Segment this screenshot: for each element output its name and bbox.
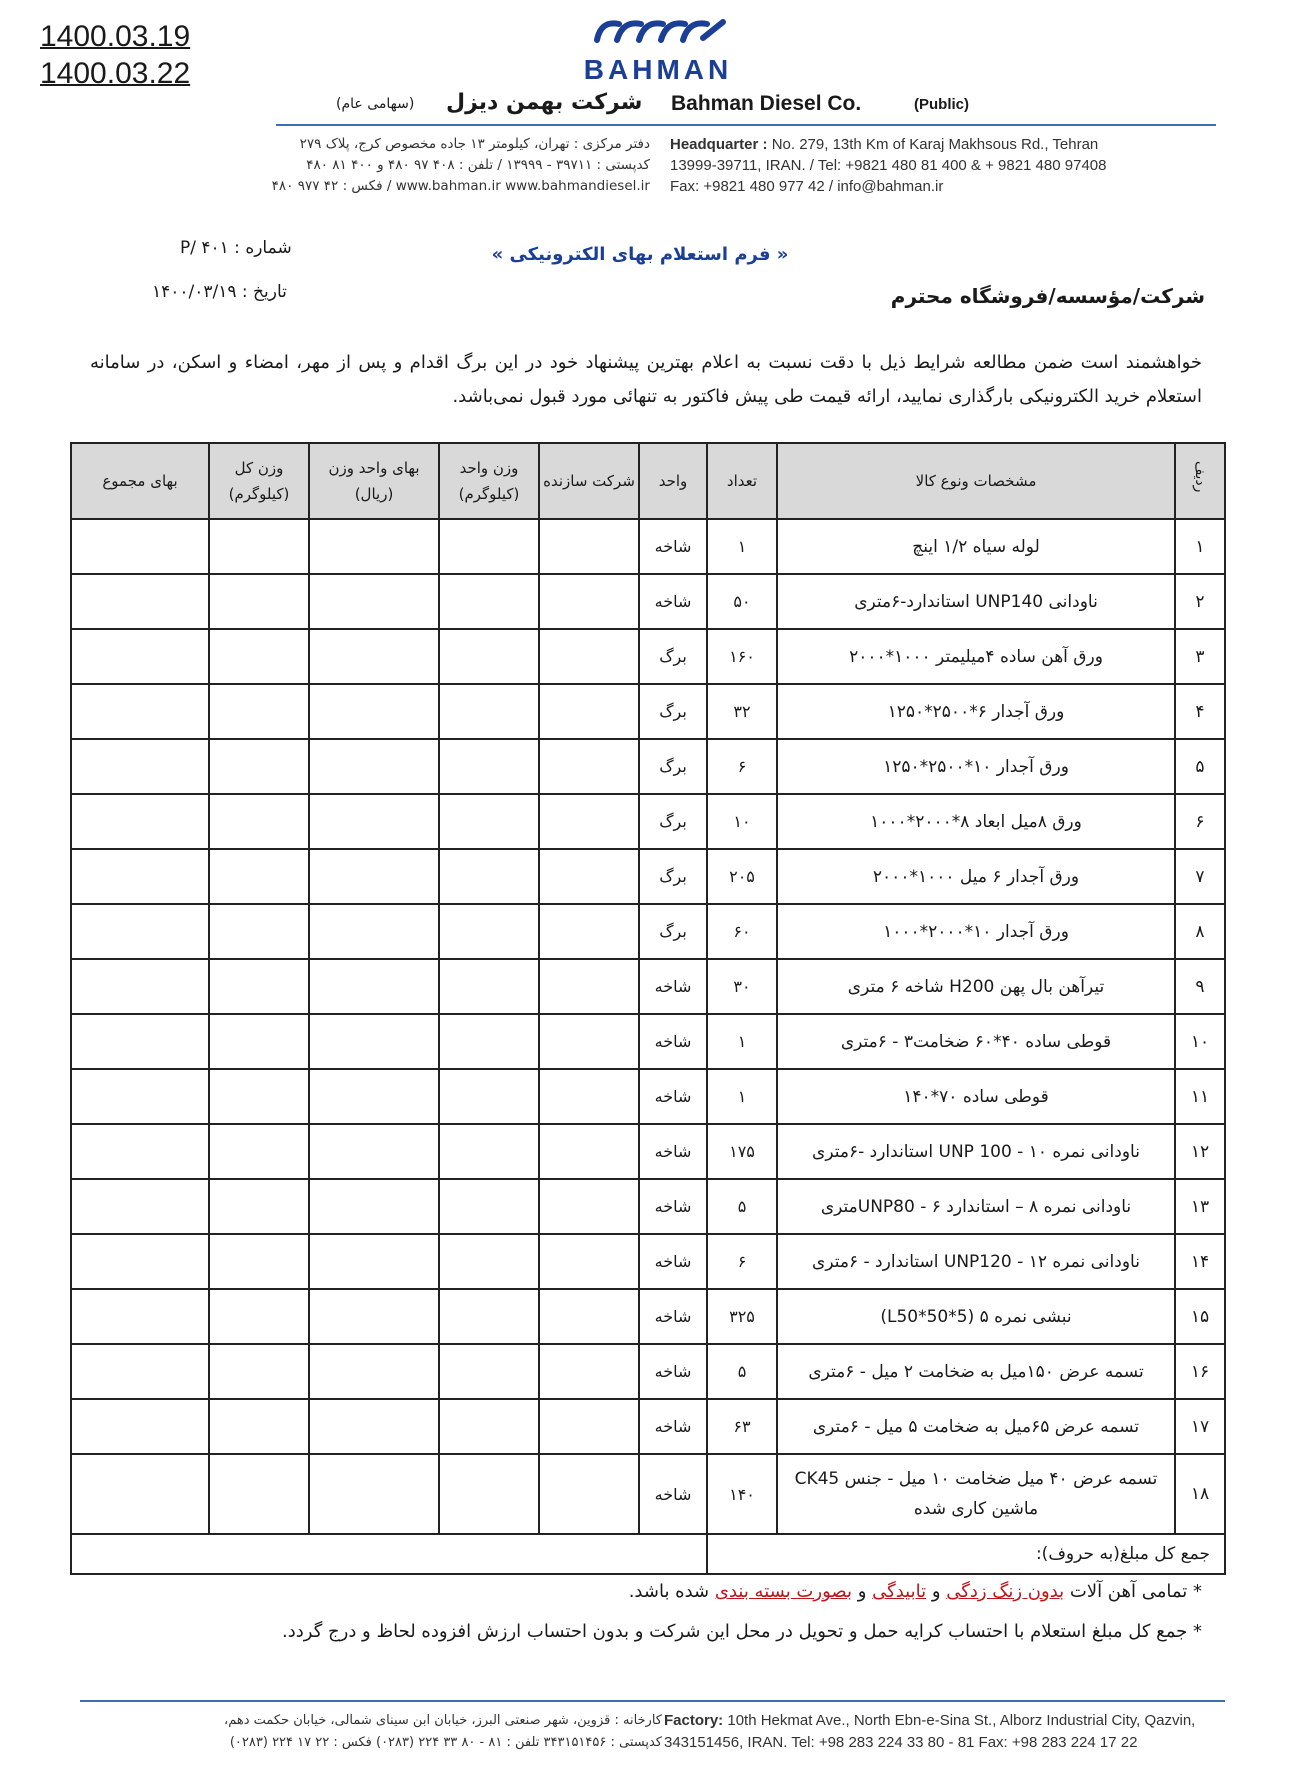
item-qty-cell: ۱۷۵ bbox=[707, 1124, 777, 1179]
item-unit-weight-field[interactable] bbox=[439, 519, 539, 574]
item-unit-weight-field[interactable] bbox=[439, 959, 539, 1014]
item-unit-weight-field[interactable] bbox=[439, 1069, 539, 1124]
item-description-cell: تسمه عرض ۶۵میل به ضخامت ۵ میل - ۶متری bbox=[777, 1399, 1175, 1454]
item-total-weight-field[interactable] bbox=[209, 574, 309, 629]
item-unit-price-field[interactable] bbox=[309, 1344, 439, 1399]
item-total-weight-field[interactable] bbox=[209, 1289, 309, 1344]
item-unit-weight-field[interactable] bbox=[439, 739, 539, 794]
item-unit-cell: برگ bbox=[639, 739, 707, 794]
item-total-weight-field[interactable] bbox=[209, 1069, 309, 1124]
item-unit-cell: شاخه bbox=[639, 574, 707, 629]
item-unit-cell: شاخه bbox=[639, 1069, 707, 1124]
item-total-price-field[interactable] bbox=[71, 959, 209, 1014]
item-unit-weight-field[interactable] bbox=[439, 794, 539, 849]
item-total-price-field[interactable] bbox=[71, 684, 209, 739]
item-unit-price-field[interactable] bbox=[309, 1069, 439, 1124]
address-fa-line: دفتر مرکزی : تهران، کیلومتر ۱۳ جاده مخصوص کرج، پلاک ۲۷۹ bbox=[299, 136, 650, 152]
item-maker-field[interactable] bbox=[539, 904, 639, 959]
address-en-line: Fax: +9821 480 977 42 / info@bahman.ir bbox=[670, 178, 944, 195]
header-row-no: ردیف bbox=[1175, 443, 1225, 519]
item-unit-cell: برگ bbox=[639, 684, 707, 739]
factory-fa-line: کارخانه : قزوین، شهر صنعتی البرز، خیابان ابن سینای شمالی، خیابان حکمت دهم، bbox=[224, 1713, 662, 1728]
item-qty-cell: ۶ bbox=[707, 1234, 777, 1289]
note-1-text: و bbox=[926, 1581, 947, 1602]
item-maker-field[interactable] bbox=[539, 1179, 639, 1234]
header-unit-price: بهای واحد وزن (ریال) bbox=[309, 443, 439, 519]
row-number-cell: ۷ bbox=[1175, 849, 1225, 904]
item-qty-cell: ۳۲ bbox=[707, 684, 777, 739]
note-1-highlight: تابیدگی bbox=[872, 1581, 927, 1602]
row-number-cell: ۴ bbox=[1175, 684, 1225, 739]
table-row bbox=[71, 1124, 1225, 1179]
item-unit-cell: برگ bbox=[639, 904, 707, 959]
address-fa-line: www.bahman.ir www.bahmandiesel.ir / فکس : ۴۲ ۹۷۷ ۴۸۰ bbox=[271, 178, 650, 194]
item-total-weight-field[interactable] bbox=[209, 904, 309, 959]
item-description-cell: ورق ۸میل ابعاد ۸*۲۰۰۰*۱۰۰۰ bbox=[777, 794, 1175, 849]
item-unit-cell: شاخه bbox=[639, 1124, 707, 1179]
table-row bbox=[71, 1399, 1225, 1454]
table-row bbox=[71, 794, 1225, 849]
address-en-text: No. 279, 13th Km of Karaj Makhsous Rd., Tehran bbox=[771, 136, 1099, 153]
item-unit-weight-field[interactable] bbox=[439, 574, 539, 629]
item-qty-cell: ۱۶۰ bbox=[707, 629, 777, 684]
headquarter-address-fa bbox=[130, 134, 650, 197]
item-maker-field[interactable] bbox=[539, 1069, 639, 1124]
factory-fa-line: کدپستی : ۳۴۳۱۵۱۴۵۶ تلفن : ۸۱ - ۸۰ ۳۳ ۲۲۴ (۰۲۸۳) فکس : ۲۲ ۱۷ ۲۲۴ (۰۲۸۳) bbox=[229, 1735, 662, 1750]
factory-en-text: 10th Hekmat Ave., North Ebn-e-Sina St., Alborz Industrial City, Qazvin, bbox=[727, 1712, 1196, 1729]
address-fa-line: کدپستی : ۳۹۷۱۱ - ۱۳۹۹۹ / تلفن : ۴۰۸ ۹۷ ۴۸۰ و ۴۰۰ ۸۱ ۴۸۰ bbox=[306, 157, 650, 173]
item-qty-cell: ۶۳ bbox=[707, 1399, 777, 1454]
item-unit-cell: شاخه bbox=[639, 1399, 707, 1454]
item-total-price-field[interactable] bbox=[71, 1014, 209, 1069]
item-qty-cell: ۳۰ bbox=[707, 959, 777, 1014]
item-total-weight-field[interactable] bbox=[209, 629, 309, 684]
item-total-price-field[interactable] bbox=[71, 739, 209, 794]
item-qty-cell: ۱۰ bbox=[707, 794, 777, 849]
item-maker-field[interactable] bbox=[539, 1234, 639, 1289]
item-unit-price-field[interactable] bbox=[309, 849, 439, 904]
item-qty-cell: ۵ bbox=[707, 1344, 777, 1399]
item-unit-price-field[interactable] bbox=[309, 1179, 439, 1234]
table-row bbox=[71, 519, 1225, 574]
table-row bbox=[71, 684, 1225, 739]
factory-en-line: 343151456, IRAN. Tel: +98 283 224 33 80 - 81 Fax: +98 283 224 17 22 bbox=[664, 1734, 1138, 1751]
item-unit-cell: شاخه bbox=[639, 1344, 707, 1399]
row-number-cell: ۱۶ bbox=[1175, 1344, 1225, 1399]
item-unit-cell: شاخه bbox=[639, 1234, 707, 1289]
item-qty-cell: ۵ bbox=[707, 1179, 777, 1234]
header-unit-weight: وزن واحد (کیلوگرم) bbox=[439, 443, 539, 519]
table-row bbox=[71, 574, 1225, 629]
items-table bbox=[70, 442, 1226, 1575]
item-unit-cell: شاخه bbox=[639, 1014, 707, 1069]
item-description-cell: تیرآهن بال پهن H200 شاخه ۶ متری bbox=[777, 959, 1175, 1014]
item-qty-cell: ۱ bbox=[707, 1069, 777, 1124]
item-total-price-field[interactable] bbox=[71, 1124, 209, 1179]
item-total-weight-field[interactable] bbox=[209, 1454, 309, 1534]
item-maker-field[interactable] bbox=[539, 849, 639, 904]
item-unit-cell: شاخه bbox=[639, 1289, 707, 1344]
item-total-price-field[interactable] bbox=[71, 1069, 209, 1124]
item-maker-field[interactable] bbox=[539, 574, 639, 629]
item-description-cell: ورق آجدار ۱۰*۲۰۰۰*۱۰۰۰ bbox=[777, 904, 1175, 959]
item-unit-weight-field[interactable] bbox=[439, 629, 539, 684]
item-total-weight-field[interactable] bbox=[209, 684, 309, 739]
table-row bbox=[71, 629, 1225, 684]
item-total-price-field[interactable] bbox=[71, 1399, 209, 1454]
row-number-cell: ۱۳ bbox=[1175, 1179, 1225, 1234]
item-description-cell: تسمه عرض ۴۰ میل ضخامت ۱۰ میل - جنس CK45 ماشین کاری شده bbox=[777, 1454, 1175, 1534]
item-unit-price-field[interactable] bbox=[309, 684, 439, 739]
table-row bbox=[71, 959, 1225, 1014]
item-unit-weight-field[interactable] bbox=[439, 1454, 539, 1534]
row-number-cell: ۶ bbox=[1175, 794, 1225, 849]
item-total-price-field[interactable] bbox=[71, 1289, 209, 1344]
item-description-cell: لوله سیاه ۱/۲ اینچ bbox=[777, 519, 1175, 574]
tender-date-2: 1400.03.22 bbox=[40, 57, 191, 90]
table-row bbox=[71, 1289, 1225, 1344]
factory-address-en bbox=[664, 1710, 1234, 1754]
item-total-price-field[interactable] bbox=[71, 629, 209, 684]
item-total-price-field[interactable] bbox=[71, 574, 209, 629]
row-number-cell: ۱۷ bbox=[1175, 1399, 1225, 1454]
item-qty-cell: ۳۲۵ bbox=[707, 1289, 777, 1344]
item-unit-price-field[interactable] bbox=[309, 519, 439, 574]
item-maker-field[interactable] bbox=[539, 629, 639, 684]
item-description-cell: قوطی ساده ۷۰*۱۴۰ bbox=[777, 1069, 1175, 1124]
note-1-highlight: بصورت بسته بندی bbox=[714, 1581, 852, 1602]
header-unit: واحد bbox=[639, 443, 707, 519]
item-description-cell: تسمه عرض ۱۵۰میل به ضخامت ۲ میل - ۶متری bbox=[777, 1344, 1175, 1399]
item-unit-weight-field[interactable] bbox=[439, 1124, 539, 1179]
item-total-price-field[interactable] bbox=[71, 849, 209, 904]
notes bbox=[150, 1572, 1202, 1652]
item-total-price-field[interactable] bbox=[71, 904, 209, 959]
row-number-cell: ۱۱ bbox=[1175, 1069, 1225, 1124]
table-row bbox=[71, 1179, 1225, 1234]
row-number-cell: ۱۵ bbox=[1175, 1289, 1225, 1344]
item-unit-cell: برگ bbox=[639, 849, 707, 904]
item-maker-field[interactable] bbox=[539, 519, 639, 574]
row-number-cell: ۱۸ bbox=[1175, 1454, 1225, 1534]
item-total-weight-field[interactable] bbox=[209, 739, 309, 794]
item-description-cell: قوطی ساده ۴۰*۶۰ ضخامت۳ - ۶متری bbox=[777, 1014, 1175, 1069]
note-1-highlight: بدون زنگ زدگی bbox=[946, 1581, 1065, 1602]
item-maker-field[interactable] bbox=[539, 794, 639, 849]
item-unit-cell: شاخه bbox=[639, 1454, 707, 1534]
item-unit-cell: شاخه bbox=[639, 959, 707, 1014]
item-unit-price-field[interactable] bbox=[309, 1124, 439, 1179]
item-description-cell: ورق آجدار ۱۰*۲۵۰۰*۱۲۵۰ bbox=[777, 739, 1175, 794]
item-unit-price-field[interactable] bbox=[309, 1234, 439, 1289]
item-unit-weight-field[interactable] bbox=[439, 904, 539, 959]
item-maker-field[interactable] bbox=[539, 1399, 639, 1454]
note-1-text: * تمامی آهن آلات bbox=[1064, 1581, 1202, 1602]
table-row bbox=[71, 1014, 1225, 1069]
item-total-weight-field[interactable] bbox=[209, 1234, 309, 1289]
item-unit-weight-field[interactable] bbox=[439, 1289, 539, 1344]
item-total-price-field[interactable] bbox=[71, 1454, 209, 1534]
tender-date-1: 1400.03.19 bbox=[40, 20, 191, 53]
item-total-price-field[interactable] bbox=[71, 519, 209, 574]
intro-paragraph: خواهشمند است ضمن مطالعه شرایط ذیل با دقت نسبت به اعلام بهترین پیشنهاد خود در این برگ اقدام و پس از مهر، امضاء و اسکن، در سامانه استعلام خرید الکترونیکی بارگذاری نمایید، ارائه قیمت طی پیش فاکتور به تنهائی مورد قبول نمی‌باشد. bbox=[90, 352, 1202, 407]
item-unit-cell: شاخه bbox=[639, 1179, 707, 1234]
item-unit-price-field[interactable] bbox=[309, 629, 439, 684]
item-total-weight-field[interactable] bbox=[209, 1179, 309, 1234]
company-logo bbox=[548, 12, 768, 86]
footer-divider bbox=[80, 1700, 1225, 1702]
factory-en-label: Factory: bbox=[664, 1712, 724, 1729]
note-1-text: و bbox=[852, 1581, 873, 1602]
document-number: شماره : P/ ۴۰۱ bbox=[180, 238, 292, 258]
table-row bbox=[71, 1454, 1225, 1534]
item-total-weight-field[interactable] bbox=[209, 1344, 309, 1399]
table-header-row bbox=[71, 443, 1225, 519]
item-qty-cell: ۱ bbox=[707, 519, 777, 574]
item-total-weight-field[interactable] bbox=[209, 849, 309, 904]
item-unit-price-field[interactable] bbox=[309, 1399, 439, 1454]
row-number-cell: ۳ bbox=[1175, 629, 1225, 684]
address-en-line: 13999-39711, IRAN. / Tel: +9821 480 81 400 & + 9821 480 97408 bbox=[670, 157, 1107, 174]
table-row bbox=[71, 904, 1225, 959]
form-title: « فرم استعلام بهای الکترونیکی » bbox=[491, 244, 789, 265]
total-amount-label: جمع کل مبلغ(به حروف): bbox=[707, 1534, 1225, 1574]
header-desc: مشخصات ونوع کالا bbox=[777, 443, 1175, 519]
item-unit-weight-field[interactable] bbox=[439, 1014, 539, 1069]
item-unit-price-field[interactable] bbox=[309, 739, 439, 794]
item-unit-weight-field[interactable] bbox=[439, 1344, 539, 1399]
item-unit-weight-field[interactable] bbox=[439, 1399, 539, 1454]
logo-wordmark: BAHMAN bbox=[583, 54, 733, 85]
item-qty-cell: ۶ bbox=[707, 739, 777, 794]
item-qty-cell: ۵۰ bbox=[707, 574, 777, 629]
item-qty-cell: ۱ bbox=[707, 1014, 777, 1069]
item-total-weight-field[interactable] bbox=[209, 794, 309, 849]
item-description-cell: ورق آجدار ۶*۲۵۰۰*۱۲۵۰ bbox=[777, 684, 1175, 739]
headquarter-address-en bbox=[670, 134, 1230, 197]
item-total-price-field[interactable] bbox=[71, 1344, 209, 1399]
item-description-cell: ناودانی UNP140 استاندارد-۶متری bbox=[777, 574, 1175, 629]
item-unit-weight-field[interactable] bbox=[439, 1234, 539, 1289]
header-total-weight: وزن کل (کیلوگرم) bbox=[209, 443, 309, 519]
row-number-cell: ۱۰ bbox=[1175, 1014, 1225, 1069]
item-unit-price-field[interactable] bbox=[309, 1014, 439, 1069]
item-unit-price-field[interactable] bbox=[309, 1289, 439, 1344]
item-total-price-field[interactable] bbox=[71, 794, 209, 849]
item-maker-field[interactable] bbox=[539, 1454, 639, 1534]
item-unit-price-field[interactable] bbox=[309, 959, 439, 1014]
item-total-weight-field[interactable] bbox=[209, 1399, 309, 1454]
item-unit-price-field[interactable] bbox=[309, 904, 439, 959]
item-maker-field[interactable] bbox=[539, 1124, 639, 1179]
item-description-cell: ناودانی نمره ۱۲ - UNP120 استاندارد - ۶متری bbox=[777, 1234, 1175, 1289]
header-maker: شرکت سازنده bbox=[539, 443, 639, 519]
total-row bbox=[71, 1534, 1225, 1574]
header-total-price: بهای مجموع bbox=[71, 443, 209, 519]
company-name-bar bbox=[276, 88, 1216, 126]
item-total-weight-field[interactable] bbox=[209, 519, 309, 574]
company-type-en: (Public) bbox=[914, 96, 969, 113]
item-description-cell: ورق آجدار ۶ میل ۱۰۰۰*۲۰۰۰ bbox=[777, 849, 1175, 904]
item-qty-cell: ۲۰۵ bbox=[707, 849, 777, 904]
item-maker-field[interactable] bbox=[539, 959, 639, 1014]
row-number-cell: ۱ bbox=[1175, 519, 1225, 574]
item-maker-field[interactable] bbox=[539, 1014, 639, 1069]
item-unit-weight-field[interactable] bbox=[439, 684, 539, 739]
factory-en-line bbox=[664, 1710, 1234, 1732]
row-number-cell: ۲ bbox=[1175, 574, 1225, 629]
item-maker-field[interactable] bbox=[539, 739, 639, 794]
row-number-cell: ۹ bbox=[1175, 959, 1225, 1014]
address-en-line bbox=[670, 134, 1230, 155]
item-qty-cell: ۱۴۰ bbox=[707, 1454, 777, 1534]
item-unit-price-field[interactable] bbox=[309, 574, 439, 629]
row-number-cell: ۸ bbox=[1175, 904, 1225, 959]
tender-dates bbox=[40, 18, 190, 92]
item-qty-cell: ۶۰ bbox=[707, 904, 777, 959]
item-description-cell: ناودانی نمره ۱۰ - UNP 100 استاندارد -۶متری bbox=[777, 1124, 1175, 1179]
company-type-fa: (سهامی عام) bbox=[336, 96, 415, 112]
row-number-cell: ۵ bbox=[1175, 739, 1225, 794]
item-unit-cell: شاخه bbox=[639, 519, 707, 574]
note-2: * جمع کل مبلغ استعلام با احتساب کرایه حمل و تحویل در محل این شرکت و بدون احتساب ارزش افزوده لحاظ و درج گردد. bbox=[282, 1621, 1202, 1642]
item-total-weight-field[interactable] bbox=[209, 1124, 309, 1179]
company-name-fa: شرکت بهمن دیزل bbox=[446, 90, 643, 115]
item-maker-field[interactable] bbox=[539, 1289, 639, 1344]
item-unit-price-field[interactable] bbox=[309, 794, 439, 849]
row-number-cell: ۱۴ bbox=[1175, 1234, 1225, 1289]
item-total-price-field[interactable] bbox=[71, 1234, 209, 1289]
factory-address-fa bbox=[62, 1710, 662, 1754]
item-unit-weight-field[interactable] bbox=[439, 849, 539, 904]
item-maker-field[interactable] bbox=[539, 684, 639, 739]
item-maker-field[interactable] bbox=[539, 1344, 639, 1399]
item-total-weight-field[interactable] bbox=[209, 959, 309, 1014]
total-amount-field[interactable] bbox=[71, 1534, 707, 1574]
item-unit-cell: برگ bbox=[639, 629, 707, 684]
salutation: شرکت/مؤسسه/فروشگاه محترم bbox=[890, 284, 1205, 308]
item-unit-price-field[interactable] bbox=[309, 1454, 439, 1534]
item-total-weight-field[interactable] bbox=[209, 1014, 309, 1069]
note-1-text: شده باشد. bbox=[628, 1581, 715, 1602]
row-number-cell: ۱۲ bbox=[1175, 1124, 1225, 1179]
item-description-cell: ورق آهن ساده ۴میلیمتر ۱۰۰۰*۲۰۰۰ bbox=[777, 629, 1175, 684]
item-unit-cell: برگ bbox=[639, 794, 707, 849]
header-qty: تعداد bbox=[707, 443, 777, 519]
table-row bbox=[71, 1234, 1225, 1289]
table-row bbox=[71, 1069, 1225, 1124]
table-row bbox=[71, 1344, 1225, 1399]
document-date: تاریخ : ۱۴۰۰/۰۳/۱۹ bbox=[152, 282, 287, 302]
bahman-logo-icon bbox=[583, 12, 733, 50]
table-row bbox=[71, 739, 1225, 794]
note-1 bbox=[150, 1572, 1202, 1612]
company-name-en: Bahman Diesel Co. bbox=[671, 92, 862, 115]
table-row bbox=[71, 849, 1225, 904]
item-total-price-field[interactable] bbox=[71, 1179, 209, 1234]
item-description-cell: ناودانی نمره ۸ – استاندارد UNP80 - ۶متری bbox=[777, 1179, 1175, 1234]
item-description-cell: نبشی نمره ۵ (L50*50*5) bbox=[777, 1289, 1175, 1344]
address-en-label: Headquarter : bbox=[670, 136, 768, 153]
item-unit-weight-field[interactable] bbox=[439, 1179, 539, 1234]
